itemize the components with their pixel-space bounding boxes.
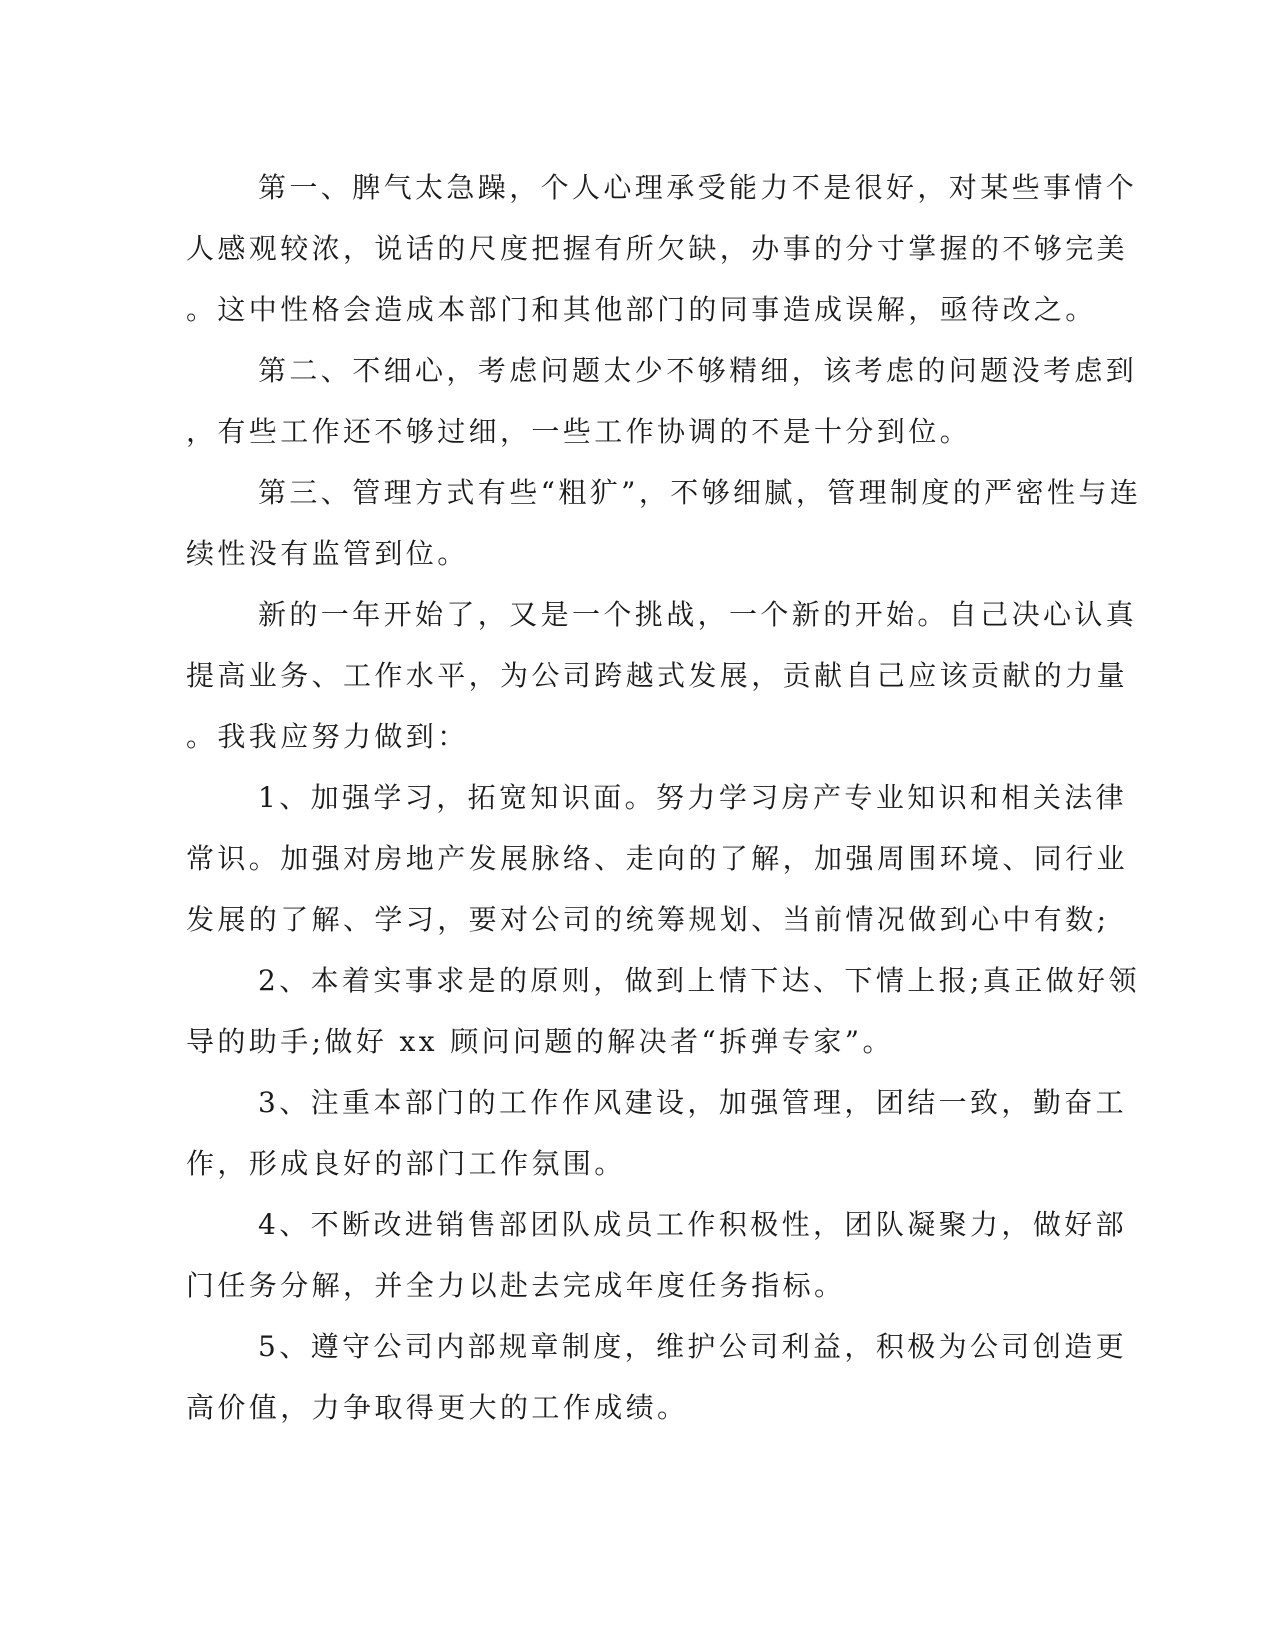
- text-line: 。这中性格会造成本部门和其他部门的同事造成误解，亟待改之。: [186, 293, 1097, 326]
- text-line: 新的一年开始了，又是一个挑战，一个新的开始。自己决心认真: [258, 598, 1138, 631]
- text-line: 导的助手;做好 xx 顾问问题的解决者“拆弹专家”。: [186, 1025, 894, 1058]
- text-line: 1、加强学习，拓宽知识面。努力学习房产专业知识和相关法律: [258, 781, 1128, 814]
- text-line: 门任务分解，并全力以赴去完成年度任务指标。: [186, 1269, 846, 1302]
- text-line: 高价值，力争取得更大的工作成绩。: [186, 1391, 689, 1424]
- document-body: [186, 157, 1142, 1438]
- text-line: 5、遵守公司内部规章制度，维护公司利益，积极为公司创造更: [258, 1330, 1128, 1363]
- text-line: 续性没有监管到位。: [186, 537, 469, 570]
- text-line: ，有些工作还不够过细，一些工作协调的不是十分到位。: [186, 415, 972, 448]
- text-line: 4、不断改进销售部团队成员工作积极性，团队凝聚力，做好部: [258, 1208, 1128, 1241]
- text-line: 3、注重本部门的工作作风建设，加强管理，团结一致，勤奋工: [258, 1086, 1128, 1119]
- text-line: 。我我应努力做到：: [186, 720, 469, 753]
- text-line: 提高业务、工作水平，为公司跨越式发展，贡献自己应该贡献的力量: [186, 659, 1129, 692]
- text-line: 第二、不细心，考虑问题太少不够精细，该考虑的问题没考虑到: [258, 354, 1138, 387]
- text-line: 人感观较浓，说话的尺度把握有所欠缺，办事的分寸掌握的不够完美: [186, 232, 1129, 265]
- text-line: 2、本着实事求是的原则，做到上情下达、下情上报;真正做好领: [258, 964, 1140, 997]
- text-line: 发展的了解、学习，要对公司的统筹规划、当前情况做到心中有数;: [186, 903, 1110, 936]
- text-line: 第三、管理方式有些“粗犷”，不够细腻，管理制度的严密性与连: [258, 476, 1142, 509]
- text-line: 第一、脾气太急躁，个人心理承受能力不是很好，对某些事情个: [258, 171, 1138, 204]
- text-line: 常识。加强对房地产发展脉络、走向的了解，加强周围环境、同行业: [186, 842, 1129, 875]
- text-line: 作，形成良好的部门工作氛围。: [186, 1147, 626, 1180]
